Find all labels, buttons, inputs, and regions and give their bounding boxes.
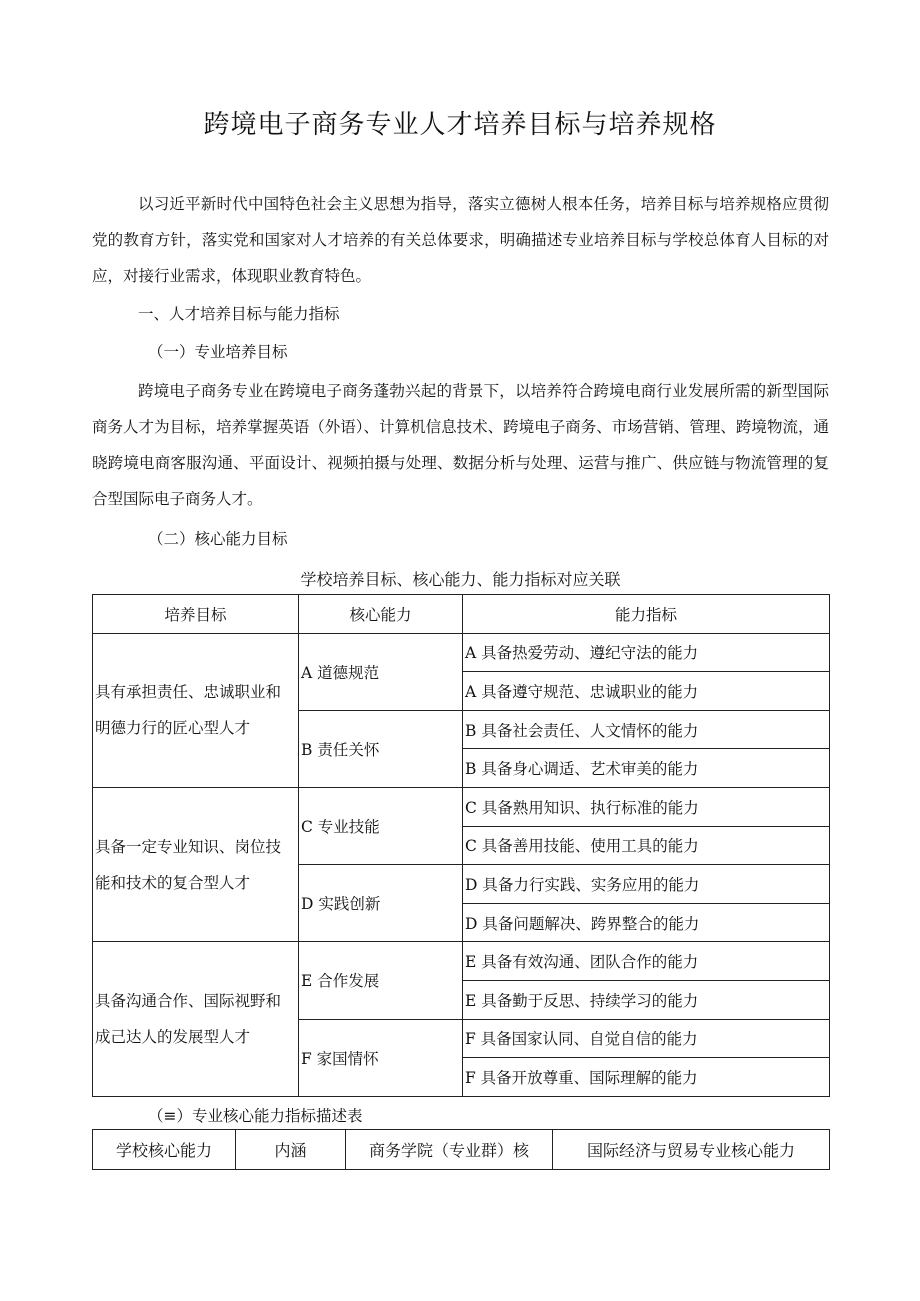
ability-cell: D 实践创新 bbox=[299, 865, 463, 942]
table-header-row bbox=[93, 595, 830, 634]
header-ability: 核心能力 bbox=[299, 595, 463, 634]
indicator-cell: A 具备遵守规范、忠诚职业的能力 bbox=[463, 672, 830, 711]
indicator-cell: C 具备善用技能、使用工具的能力 bbox=[463, 826, 830, 865]
ability-cell: E 合作发展 bbox=[299, 942, 463, 1019]
goal-cell: 具备一定专业知识、岗位技能和技术的复合型人才 bbox=[93, 787, 299, 941]
header-indicator: 能力指标 bbox=[463, 595, 830, 634]
indicator-cell: B 具备身心调适、艺术审美的能力 bbox=[463, 749, 830, 788]
indicator-cell: E 具备勤于反思、持续学习的能力 bbox=[463, 980, 830, 1019]
training-goal-paragraph: 跨境电子商务专业在跨境电子商务蓬勃兴起的背景下，以培养符合跨境电商行业发展所需的新型国际商务人才为目标，培养掌握英语（外语）、计算机信息技术、跨境电子商务、市场营销、管理、跨境物流，通晓跨境电商客服沟通、平面设计、视频拍摄与处理、数据分析与处理、运营与推广、供应链与物流管理的复合型国际电子商务人才。 bbox=[92, 382, 829, 508]
section-heading-1: 一、人才培养目标与能力指标 bbox=[138, 305, 340, 323]
ability-cell: C 专业技能 bbox=[299, 787, 463, 864]
indicator-cell: D 具备问题解决、跨界整合的能力 bbox=[463, 903, 830, 942]
table-row bbox=[93, 942, 830, 981]
ability-cell: F 家国情怀 bbox=[299, 1019, 463, 1096]
page-title: 跨境电子商务专业人才培养目标与培养规格 bbox=[203, 110, 717, 140]
goal-cell: 具备沟通合作、国际视野和成己达人的发展型人才 bbox=[93, 942, 299, 1096]
header-connotation: 内涵 bbox=[236, 1130, 346, 1170]
ability-cell: B 责任关怀 bbox=[299, 710, 463, 787]
ability-cell: A 道德规范 bbox=[299, 633, 463, 710]
subsection-heading-1: （一）专业培养目标 bbox=[148, 343, 288, 361]
goal-cell: 具有承担责任、忠诚职业和明德力行的匠心型人才 bbox=[93, 633, 299, 787]
table-row bbox=[93, 787, 830, 826]
indicator-cell: E 具备有效沟通、团队合作的能力 bbox=[463, 942, 830, 981]
header-major-core-ability: 国际经济与贸易专业核心能力 bbox=[553, 1130, 830, 1170]
intro-paragraph: 以习近平新时代中国特色社会主义思想为指导，落实立德树人根本任务，培养目标与培养规格应贯彻党的教育方针，落实党和国家对人才培养的有关总体要求，明确描述专业培养目标与学校总体育人目标的对应，对接行业需求，体现职业教育特色。 bbox=[92, 195, 829, 285]
header-school-core-ability: 学校核心能力 bbox=[93, 1130, 236, 1170]
header-goal: 培养目标 bbox=[93, 595, 299, 634]
indicator-cell: B 具备社会责任、人文情怀的能力 bbox=[463, 710, 830, 749]
indicator-cell: F 具备开放尊重、国际理解的能力 bbox=[463, 1058, 830, 1097]
indicator-cell: D 具备力行实践、实务应用的能力 bbox=[463, 865, 830, 904]
indicator-cell: A 具备热爱劳动、遵纪守法的能力 bbox=[463, 633, 830, 672]
goal-ability-table bbox=[92, 594, 830, 1097]
table-caption: 学校培养目标、核心能力、能力指标对应关联 bbox=[300, 570, 621, 589]
core-ability-description-table bbox=[92, 1129, 830, 1170]
header-college-core: 商务学院（专业群）核 bbox=[346, 1130, 553, 1170]
subsection-heading-2: （二）核心能力目标 bbox=[148, 530, 288, 548]
subsection-heading-3: （≡）专业核心能力指标描述表 bbox=[148, 1107, 363, 1125]
indicator-cell: C 具备熟用知识、执行标准的能力 bbox=[463, 787, 830, 826]
table-header-row bbox=[93, 1130, 830, 1170]
table-row bbox=[93, 633, 830, 672]
indicator-cell: F 具备国家认同、自觉自信的能力 bbox=[463, 1019, 830, 1058]
